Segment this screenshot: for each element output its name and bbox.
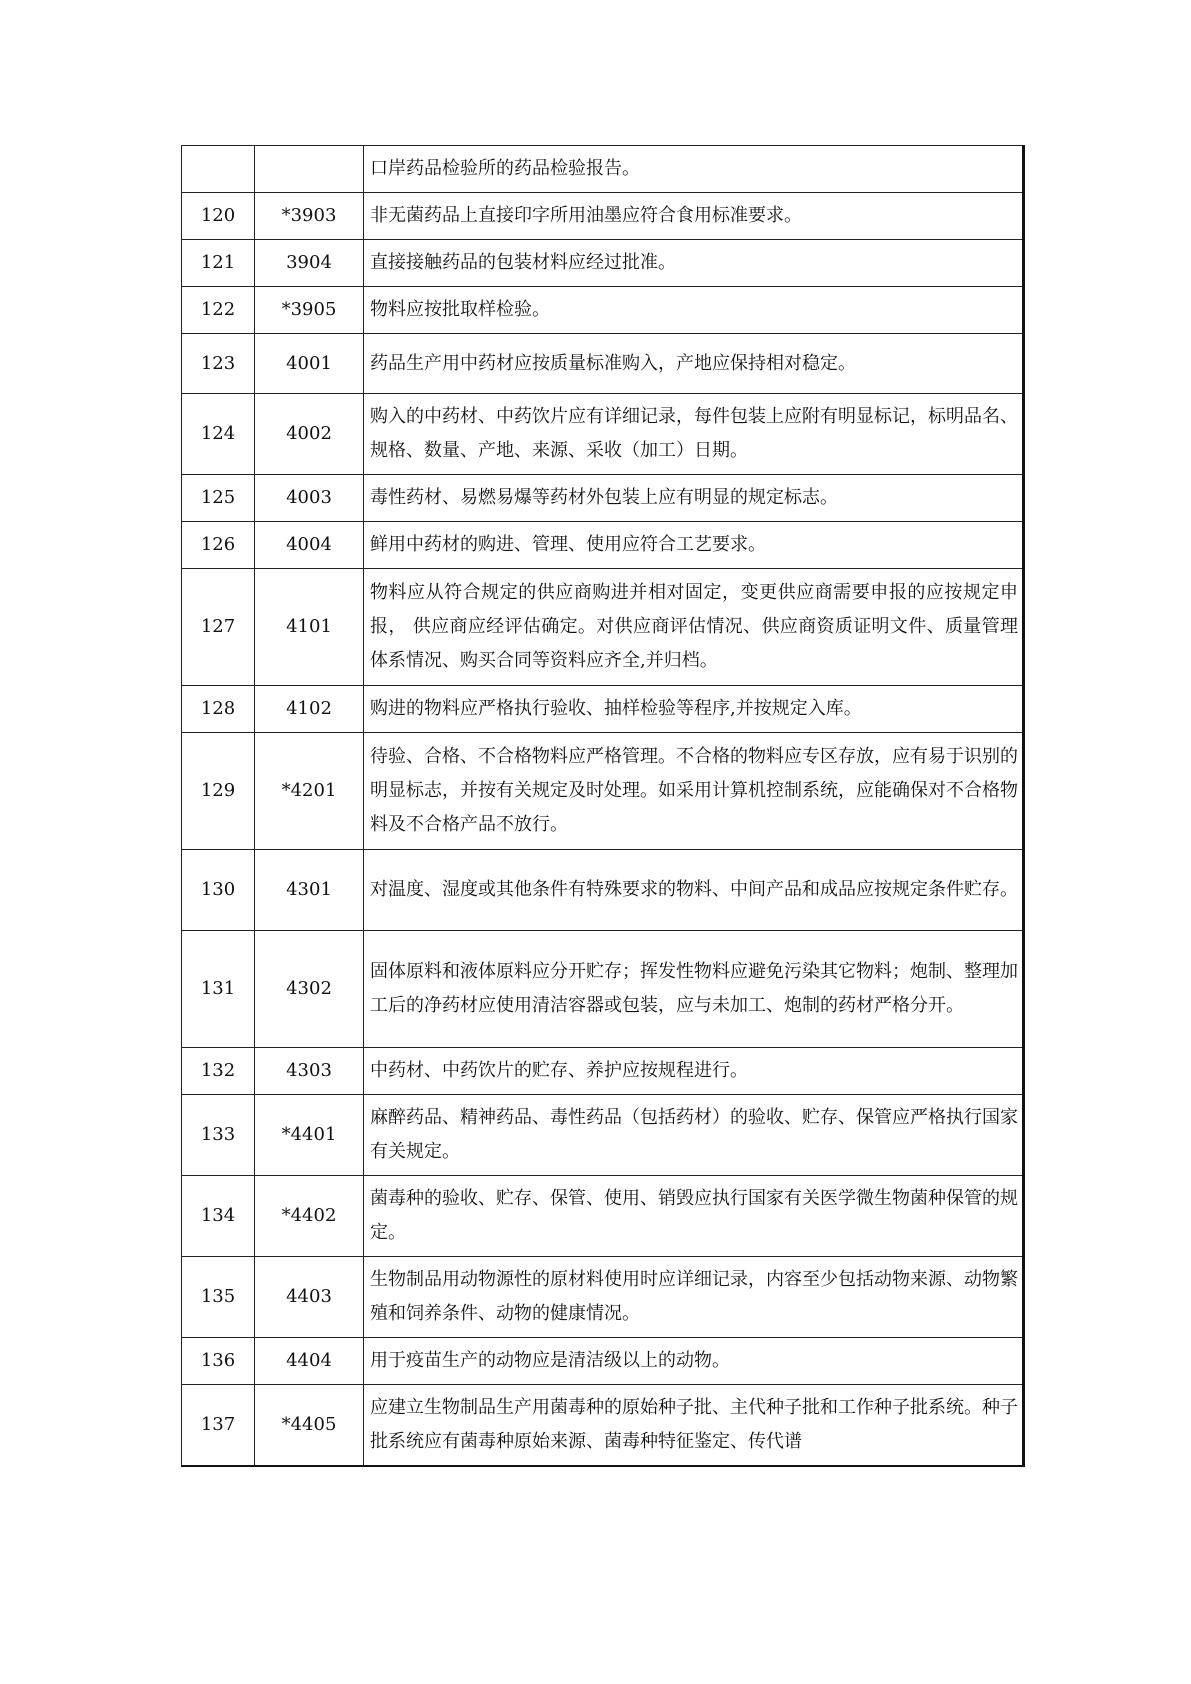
- row-number-cell: 122: [182, 287, 255, 334]
- row-number-cell: 136: [182, 1338, 255, 1385]
- item-code-cell: 4403: [255, 1257, 364, 1338]
- row-number-cell: 124: [182, 394, 255, 475]
- requirement-text-cell: 物料应从符合规定的供应商购进并相对固定，变更供应商需要申报的应按规定申报， 供应商应经评估确定。对供应商评估情况、供应商资质证明文件、质量管理体系情况、购买合同等资料应齐全,并归档。: [364, 569, 1024, 686]
- table-row: [182, 1176, 1024, 1257]
- row-number-cell: 134: [182, 1176, 255, 1257]
- table-row: [182, 733, 1024, 850]
- table-row: [182, 1048, 1024, 1095]
- row-number-cell: 123: [182, 334, 255, 394]
- item-code-cell: *3905: [255, 287, 364, 334]
- item-code-cell: *4401: [255, 1095, 364, 1176]
- table-row: [182, 146, 1024, 193]
- table-row: [182, 1385, 1024, 1467]
- item-code-cell: *4201: [255, 733, 364, 850]
- table-row: [182, 1338, 1024, 1385]
- row-number-cell: 126: [182, 522, 255, 569]
- table-row: [182, 686, 1024, 733]
- requirement-text-cell: 购进的物料应严格执行验收、抽样检验等程序,并按规定入库。: [364, 686, 1024, 733]
- requirement-text-cell: 鲜用中药材的购进、管理、使用应符合工艺要求。: [364, 522, 1024, 569]
- table-row: [182, 193, 1024, 240]
- table-row: [182, 569, 1024, 686]
- item-code-cell: 4101: [255, 569, 364, 686]
- table-row: [182, 522, 1024, 569]
- item-code-cell: 4102: [255, 686, 364, 733]
- requirement-text-cell: 用于疫苗生产的动物应是清洁级以上的动物。: [364, 1338, 1024, 1385]
- requirement-text-cell: 固体原料和液体原料应分开贮存；挥发性物料应避免污染其它物料；炮制、整理加工后的净药材应使用清洁容器或包装，应与未加工、炮制的药材严格分开。: [364, 931, 1024, 1048]
- item-code-cell: 4303: [255, 1048, 364, 1095]
- table-row: [182, 1095, 1024, 1176]
- item-code-cell: 4301: [255, 850, 364, 931]
- item-code-cell: 4001: [255, 334, 364, 394]
- item-code-cell: *4405: [255, 1385, 364, 1467]
- requirement-text-cell: 毒性药材、易燃易爆等药材外包装上应有明显的规定标志。: [364, 475, 1024, 522]
- requirement-text-cell: 菌毒种的验收、贮存、保管、使用、销毁应执行国家有关医学微生物菌种保管的规定。: [364, 1176, 1024, 1257]
- table-body: [182, 146, 1024, 1467]
- requirement-text-cell: 物料应按批取样检验。: [364, 287, 1024, 334]
- item-code-cell: [255, 146, 364, 193]
- requirement-text-cell: 待验、合格、不合格物料应严格管理。不合格的物料应专区存放，应有易于识别的明显标志，并按有关规定及时处理。如采用计算机控制系统，应能确保对不合格物料及不合格产品不放行。: [364, 733, 1024, 850]
- requirement-text-cell: 口岸药品检验所的药品检验报告。: [364, 146, 1024, 193]
- row-number-cell: 125: [182, 475, 255, 522]
- row-number-cell: 121: [182, 240, 255, 287]
- requirement-text-cell: 直接接触药品的包装材料应经过批准。: [364, 240, 1024, 287]
- row-number-cell: 129: [182, 733, 255, 850]
- table-row: [182, 931, 1024, 1048]
- requirement-text-cell: 应建立生物制品生产用菌毒种的原始种子批、主代种子批和工作种子批系统。种子批系统应有菌毒种原始来源、菌毒种特征鉴定、传代谱: [364, 1385, 1024, 1467]
- requirement-text-cell: 药品生产用中药材应按质量标准购入，产地应保持相对稳定。: [364, 334, 1024, 394]
- table-row: [182, 1257, 1024, 1338]
- row-number-cell: 132: [182, 1048, 255, 1095]
- requirement-text-cell: 非无菌药品上直接印字所用油墨应符合食用标准要求。: [364, 193, 1024, 240]
- row-number-cell: 135: [182, 1257, 255, 1338]
- requirement-text-cell: 麻醉药品、精神药品、毒性药品（包括药材）的验收、贮存、保管应严格执行国家有关规定。: [364, 1095, 1024, 1176]
- row-number-cell: 128: [182, 686, 255, 733]
- table-row: [182, 475, 1024, 522]
- inspection-items-table: [181, 145, 1025, 1467]
- requirement-text-cell: 生物制品用动物源性的原材料使用时应详细记录，内容至少包括动物来源、动物繁殖和饲养条件、动物的健康情况。: [364, 1257, 1024, 1338]
- row-number-cell: 131: [182, 931, 255, 1048]
- table-row: [182, 850, 1024, 931]
- table-row: [182, 240, 1024, 287]
- item-code-cell: 3904: [255, 240, 364, 287]
- row-number-cell: 127: [182, 569, 255, 686]
- item-code-cell: 4002: [255, 394, 364, 475]
- item-code-cell: 4302: [255, 931, 364, 1048]
- requirement-text-cell: 购入的中药材、中药饮片应有详细记录，每件包装上应附有明显标记，标明品名、规格、数量、产地、来源、采收（加工）日期。: [364, 394, 1024, 475]
- item-code-cell: 4003: [255, 475, 364, 522]
- item-code-cell: *3903: [255, 193, 364, 240]
- row-number-cell: 130: [182, 850, 255, 931]
- item-code-cell: 4404: [255, 1338, 364, 1385]
- table-row: [182, 287, 1024, 334]
- row-number-cell: 120: [182, 193, 255, 240]
- table-row: [182, 394, 1024, 475]
- row-number-cell: [182, 146, 255, 193]
- requirement-text-cell: 对温度、湿度或其他条件有特殊要求的物料、中间产品和成品应按规定条件贮存。: [364, 850, 1024, 931]
- table-row: [182, 334, 1024, 394]
- requirement-text-cell: 中药材、中药饮片的贮存、养护应按规程进行。: [364, 1048, 1024, 1095]
- item-code-cell: 4004: [255, 522, 364, 569]
- item-code-cell: *4402: [255, 1176, 364, 1257]
- row-number-cell: 133: [182, 1095, 255, 1176]
- row-number-cell: 137: [182, 1385, 255, 1467]
